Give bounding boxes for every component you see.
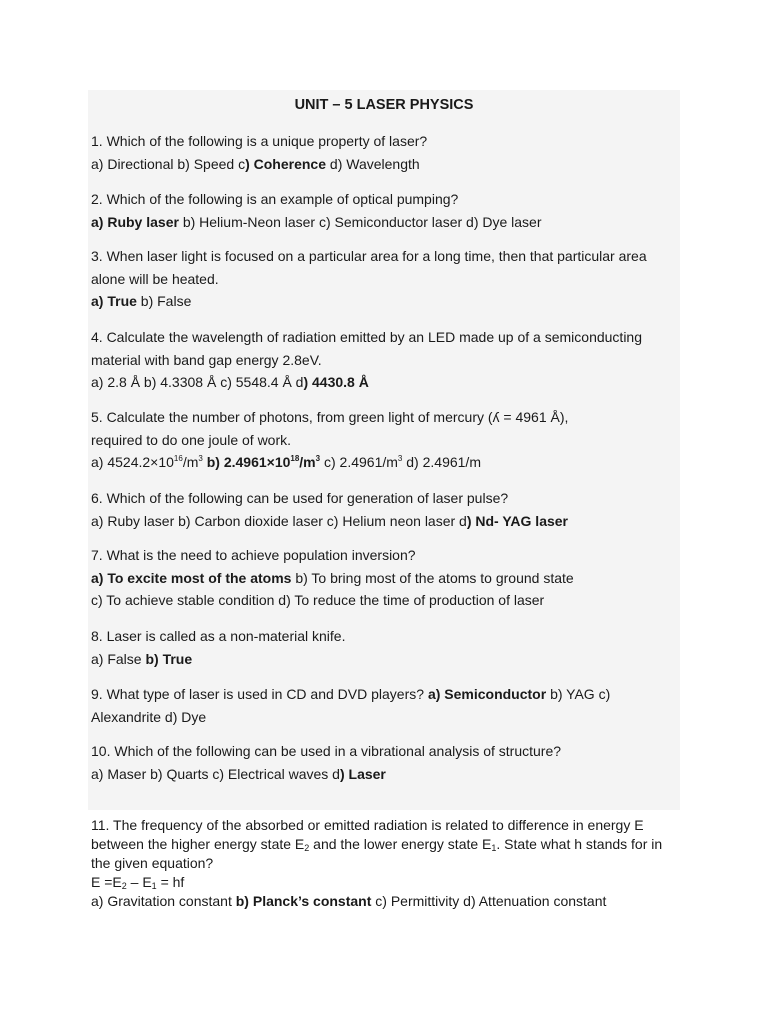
question-4-text-line2: material with band gap energy 2.8eV. <box>91 351 322 368</box>
option-a: a) 4524.2×10 <box>91 454 174 470</box>
question-11-equation <box>91 873 691 892</box>
question-9-text <box>91 683 687 706</box>
option-a: a) Directional <box>91 155 174 172</box>
question-8 <box>91 625 687 670</box>
unit: /m <box>182 454 199 470</box>
question-11-text-line3: the given equation? <box>91 855 214 871</box>
answer-option: b) True <box>145 650 193 667</box>
question-11-text-line1: 11. The frequency of the absorbed or emitted radiation is related to difference in energy E <box>91 817 644 833</box>
question-10-text: 10. Which of the following can be used in a vibrational analysis of structure? <box>91 743 562 759</box>
option-a: a) Gravitation constant <box>91 893 236 909</box>
question-6-text: 6. Which of the following can be used for generation of laser pulse? <box>91 490 509 506</box>
question-7-options-line1 <box>91 567 687 590</box>
answer-option: ) 4430.8 Å <box>303 374 369 390</box>
other-options: a) Ruby laser b) Carbon dioxide laser c) Helium neon laser d <box>91 512 467 529</box>
exponent: 3 <box>198 454 203 463</box>
other-options: b) Helium-Neon laser c) Semiconductor laser d) Dye laser <box>178 213 542 230</box>
answer-base: b) 2.4961×10 <box>206 454 291 470</box>
equation-part: – E <box>126 874 152 890</box>
question-11 <box>91 816 691 911</box>
answer-option: b) Planck’s constant <box>235 893 372 909</box>
question-1-text: 1. Which of the following is a unique property of laser? <box>91 133 428 149</box>
answer-option: a) Ruby laser <box>91 213 179 230</box>
question-8-text: 8. Laser is called as a non-material knife. <box>91 628 346 644</box>
other-options: b) False <box>136 293 192 309</box>
option-d: d) Wavelength <box>326 155 420 172</box>
question-3-options <box>91 290 687 313</box>
answer-option: ) Nd- YAG laser <box>466 512 568 529</box>
question-5-text-line2: required to do one joule of work. <box>91 431 292 448</box>
exponent: 18 <box>290 454 300 463</box>
option-b: b) Speed c <box>173 155 246 172</box>
question-11-options <box>91 892 691 911</box>
answer-option: a) True <box>91 293 137 309</box>
subscript: 1 <box>491 843 497 853</box>
answer-option: a) Semiconductor <box>427 686 547 702</box>
question-4-options <box>91 371 687 394</box>
subscript: 2 <box>121 881 127 891</box>
answer-option <box>207 454 320 470</box>
option-a: a) False <box>91 650 146 667</box>
option-b-c: b) YAG c) <box>546 686 611 702</box>
option-d: d) 2.4961/m <box>402 454 481 470</box>
question-9 <box>91 683 687 728</box>
question-3-text-line2: alone will be heated. <box>91 270 219 287</box>
question-10 <box>91 740 687 785</box>
other-options: a) Maser b) Quarts c) Electrical waves d <box>91 765 340 782</box>
question-2-options <box>91 211 687 234</box>
line2-part-a: between the higher energy state E <box>91 836 305 852</box>
question-1-options <box>91 153 687 176</box>
option-b: b) To bring most of the atoms to ground state <box>291 569 574 586</box>
equation-part: E =E <box>91 874 122 890</box>
subscript: 1 <box>151 881 157 891</box>
equation-part: = hf <box>156 874 185 890</box>
answer-option: a) To excite most of the atoms <box>91 569 292 586</box>
question-7-options-line2: c) To achieve stable condition d) To reduce the time of production of laser <box>91 592 545 608</box>
question-2 <box>91 188 687 233</box>
question-7 <box>91 544 687 612</box>
question-5-options <box>91 451 687 474</box>
question-11-text-line2 <box>91 835 691 854</box>
question-2-text: 2. Which of the following is an example of optical pumping? <box>91 191 459 207</box>
page-title: UNIT – 5 LASER PHYSICS <box>294 97 474 113</box>
answer-option: ) Coherence <box>245 155 327 172</box>
question-5-text-line1: 5. Calculate the number of photons, from green light of mercury (ʎ = 4961 Å), <box>91 409 569 425</box>
question-3 <box>91 245 687 313</box>
question-9-prompt: 9. What type of laser is used in CD and DVD players? <box>91 686 428 702</box>
question-3-text-line1: 3. When laser light is focused on a particular area for a long time, then that particular area <box>91 248 647 264</box>
exponent: 3 <box>315 454 321 463</box>
question-5 <box>91 406 687 474</box>
line2-part-b: and the lower energy state E <box>309 836 492 852</box>
question-4-text-line1: 4. Calculate the wavelength of radiation emitted by an LED made up of a semiconducting <box>91 329 642 345</box>
question-10-options <box>91 763 687 786</box>
question-4 <box>91 326 687 394</box>
question-6 <box>91 487 687 532</box>
exponent: 16 <box>173 454 183 463</box>
other-options: a) 2.8 Å b) 4.3308 Å c) 5548.4 Å d <box>91 374 304 390</box>
question-8-options <box>91 648 687 671</box>
line2-part-c: . State what h stands for in <box>496 836 663 852</box>
unit: /m <box>299 454 316 470</box>
exponent: 3 <box>397 454 403 463</box>
question-7-text: 7. What is the need to achieve population inversion? <box>91 547 416 563</box>
answer-option: ) Laser <box>339 765 386 782</box>
question-6-options <box>91 510 687 533</box>
question-9-options-line2: Alexandrite d) Dye <box>91 708 207 725</box>
subscript: 2 <box>304 843 310 853</box>
option-c-d: c) Permittivity d) Attenuation constant <box>371 893 607 909</box>
option-c: c) 2.4961/m <box>320 454 398 470</box>
question-1 <box>91 130 687 175</box>
